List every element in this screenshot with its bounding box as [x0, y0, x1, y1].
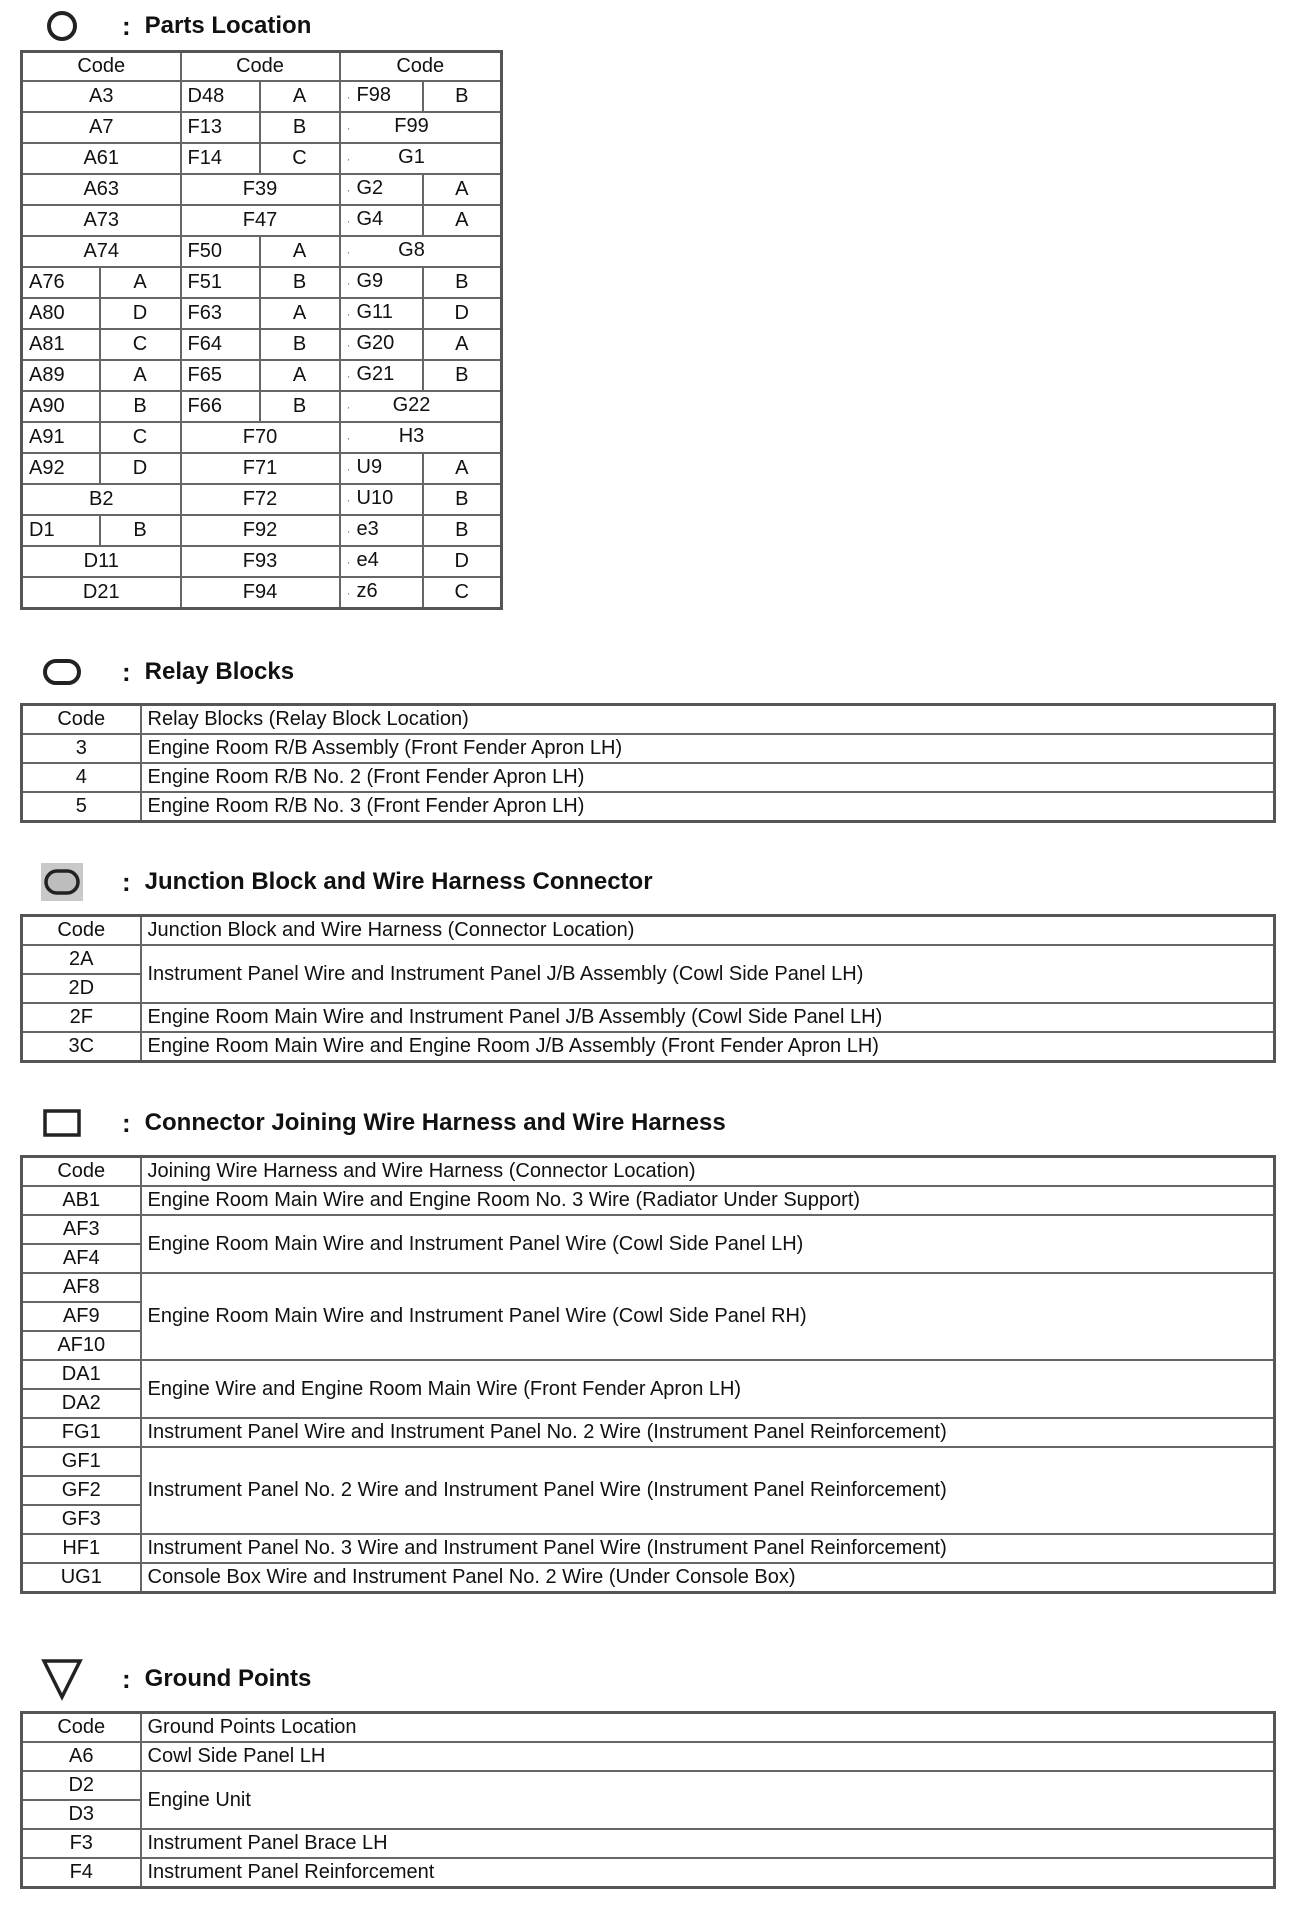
location-description: Engine Room R/B Assembly (Front Fender Apron LH): [141, 734, 1275, 763]
leader-dot: ·: [346, 307, 351, 322]
part-code-cell: [340, 329, 423, 360]
code-cell: DA2: [22, 1389, 141, 1418]
part-variant-cell: A: [260, 360, 340, 391]
part-code-cell: [22, 391, 100, 422]
location-description: Engine Room R/B No. 2 (Front Fender Apron LH): [141, 763, 1275, 792]
part-code-cell: [340, 298, 423, 329]
part-variant-cell: B: [423, 267, 502, 298]
part-code: G8: [398, 239, 425, 262]
leader-dot: ·: [346, 276, 351, 291]
part-variant-cell: D: [100, 453, 181, 484]
header-row: [22, 1157, 1275, 1187]
table-row: [22, 1273, 1275, 1302]
ground-points-heading: [40, 1661, 311, 1697]
part-code: U10: [356, 487, 394, 510]
code-cell: F4: [22, 1858, 141, 1888]
part-code-cell: [340, 360, 423, 391]
part-code: U9: [356, 456, 383, 479]
code-cell: 3: [22, 734, 141, 763]
part-variant-cell: B: [260, 329, 340, 360]
ground-points-table: [20, 1711, 1276, 1889]
part-code: F71: [242, 457, 278, 480]
table-row: [22, 577, 502, 609]
table-row: [22, 453, 502, 484]
part-code: A80: [29, 302, 65, 325]
section-title: Junction Block and Wire Harness Connector: [144, 868, 653, 895]
code-column-header: Code: [22, 1713, 141, 1743]
table-row: [22, 1360, 1275, 1389]
part-code: H3: [398, 425, 425, 448]
section-title: Relay Blocks: [144, 658, 295, 685]
code-cell: DA1: [22, 1360, 141, 1389]
circle-icon: [40, 8, 84, 44]
location-description: Engine Room Main Wire and Instrument Panel J/B Assembly (Cowl Side Panel LH): [141, 1003, 1275, 1032]
table-row: [22, 1771, 1275, 1800]
leader-dot: ·: [346, 462, 351, 477]
leader-dot: ·: [346, 338, 351, 353]
part-code-cell: [22, 329, 100, 360]
connector-table: [20, 1155, 1276, 1594]
location-description: Engine Room Main Wire and Engine Room No. 3 Wire (Radiator Under Support): [141, 1186, 1275, 1215]
part-variant-cell: C: [100, 329, 181, 360]
location-description: Engine Wire and Engine Room Main Wire (Front Fender Apron LH): [141, 1360, 1275, 1418]
code-column-header: Code: [22, 705, 141, 735]
part-code-cell: [22, 236, 181, 267]
header-row: [22, 1713, 1275, 1743]
part-code: F39: [242, 178, 278, 201]
table-row: [22, 1186, 1275, 1215]
table-row: [22, 360, 502, 391]
code-cell: GF3: [22, 1505, 141, 1534]
part-code-cell: [181, 391, 260, 422]
leader-dot: ·: [346, 586, 351, 601]
leader-dot: ·: [346, 90, 351, 105]
part-code-cell: [340, 577, 423, 609]
part-code-cell: [181, 546, 340, 577]
part-variant-cell: A: [100, 360, 181, 391]
location-description: Engine Unit: [141, 1771, 1275, 1829]
location-description: Cowl Side Panel LH: [141, 1742, 1275, 1771]
part-code-cell: [340, 484, 423, 515]
part-variant-cell: A: [260, 81, 340, 112]
part-code: A7: [89, 116, 114, 139]
part-code: F14: [187, 147, 222, 170]
part-code-cell: [340, 112, 502, 143]
code-column-header: Code: [22, 916, 141, 946]
part-code: F50: [187, 240, 222, 263]
part-code: F99: [394, 115, 429, 138]
part-code-cell: [340, 205, 423, 236]
part-code: F92: [242, 519, 278, 542]
code-column-header: Code: [22, 1157, 141, 1187]
column-header: Code: [340, 52, 502, 82]
leader-dot: ·: [346, 245, 351, 260]
part-code-cell: [181, 298, 260, 329]
part-code-cell: [181, 205, 340, 236]
code-cell: AF3: [22, 1215, 141, 1244]
code-cell: 5: [22, 792, 141, 822]
part-code: B2: [89, 488, 114, 511]
table-row: [22, 1563, 1275, 1593]
part-variant-cell: C: [260, 143, 340, 174]
location-description: Instrument Panel Brace LH: [141, 1829, 1275, 1858]
part-variant-cell: B: [100, 391, 181, 422]
part-code: e4: [356, 549, 379, 572]
table-row: [22, 484, 502, 515]
leader-dot: ·: [346, 121, 351, 136]
code-cell: AF9: [22, 1302, 141, 1331]
location-description: Engine Room Main Wire and Instrument Panel Wire (Cowl Side Panel RH): [141, 1273, 1275, 1360]
part-variant-cell: A: [100, 267, 181, 298]
table-row: [22, 205, 502, 236]
part-code: F66: [187, 395, 222, 418]
junction-block-heading: [40, 864, 653, 900]
location-description: Instrument Panel No. 2 Wire and Instrument Panel Wire (Instrument Panel Reinforcement): [141, 1447, 1275, 1534]
part-code-cell: [181, 329, 260, 360]
column-header: Code: [181, 52, 340, 82]
leader-dot: ·: [346, 524, 351, 539]
table-row: [22, 546, 502, 577]
leader-dot: ·: [346, 152, 351, 167]
colon: :: [122, 1107, 131, 1138]
part-variant-cell: A: [423, 174, 502, 205]
table-row: [22, 734, 1275, 763]
location-description: Instrument Panel Wire and Instrument Panel J/B Assembly (Cowl Side Panel LH): [141, 945, 1275, 1003]
location-description: Console Box Wire and Instrument Panel No. 2 Wire (Under Console Box): [141, 1563, 1275, 1593]
part-code-cell: [22, 515, 100, 546]
part-code: A92: [29, 457, 65, 480]
part-code: F93: [242, 550, 278, 573]
code-cell: AF10: [22, 1331, 141, 1360]
part-code: F98: [356, 84, 391, 107]
part-code: F47: [242, 209, 278, 232]
part-variant-cell: B: [423, 360, 502, 391]
code-cell: FG1: [22, 1418, 141, 1447]
table-row: [22, 1215, 1275, 1244]
table-row: [22, 422, 502, 453]
description-column-header: Junction Block and Wire Harness (Connector Location): [141, 916, 1275, 946]
code-cell: 2A: [22, 945, 141, 974]
relay-blocks-heading: [40, 654, 294, 690]
relay-blocks-table: [20, 703, 1276, 823]
part-code-cell: [181, 267, 260, 298]
table-row: [22, 1858, 1275, 1888]
leader-dot: ·: [346, 214, 351, 229]
table-row: [22, 298, 502, 329]
part-code: F72: [242, 488, 278, 511]
part-variant-cell: D: [423, 298, 502, 329]
table-row: [22, 1003, 1275, 1032]
code-cell: AB1: [22, 1186, 141, 1215]
table-row: [22, 267, 502, 298]
part-code: A81: [29, 333, 65, 356]
part-code: e3: [356, 518, 379, 541]
table-row: [22, 1829, 1275, 1858]
part-code-cell: [22, 422, 100, 453]
table-row: [22, 1534, 1275, 1563]
description-column-header: Ground Points Location: [141, 1713, 1275, 1743]
colon: :: [122, 10, 131, 41]
table-row: [22, 174, 502, 205]
part-code-cell: [22, 484, 181, 515]
part-code: D21: [82, 581, 120, 604]
table-row: [22, 1032, 1275, 1062]
part-code-cell: [181, 143, 260, 174]
column-header: Code: [22, 52, 181, 82]
code-cell: AF8: [22, 1273, 141, 1302]
code-cell: A6: [22, 1742, 141, 1771]
leader-dot: ·: [346, 369, 351, 384]
part-code-cell: [181, 422, 340, 453]
part-code-cell: [22, 174, 181, 205]
part-code-cell: [181, 112, 260, 143]
part-code: G1: [398, 146, 425, 169]
junction-block-table: [20, 914, 1276, 1063]
part-code-cell: [22, 267, 100, 298]
code-cell: 3C: [22, 1032, 141, 1062]
part-code-cell: [340, 391, 502, 422]
part-variant-cell: B: [260, 391, 340, 422]
part-code-cell: [181, 360, 260, 391]
leader-dot: ·: [346, 431, 351, 446]
part-code: A73: [83, 209, 120, 232]
parts-location-table: [20, 50, 503, 610]
part-code: D1: [29, 519, 55, 542]
part-code: D48: [187, 85, 225, 108]
code-cell: AF4: [22, 1244, 141, 1273]
header-row: [22, 916, 1275, 946]
part-code: D11: [83, 550, 119, 573]
part-variant-cell: A: [260, 298, 340, 329]
part-code: G2: [356, 177, 384, 200]
part-variant-cell: A: [423, 453, 502, 484]
part-code-cell: [22, 143, 181, 174]
part-code-cell: [22, 81, 181, 112]
part-code-cell: [22, 577, 181, 609]
part-code-cell: [340, 515, 423, 546]
code-cell: GF2: [22, 1476, 141, 1505]
code-cell: HF1: [22, 1534, 141, 1563]
part-code-cell: [181, 236, 260, 267]
part-code: A90: [29, 395, 65, 418]
part-code-cell: [22, 360, 100, 391]
part-code-cell: [181, 453, 340, 484]
part-variant-cell: B: [260, 112, 340, 143]
part-code-cell: [22, 205, 181, 236]
description-column-header: Joining Wire Harness and Wire Harness (Connector Location): [141, 1157, 1275, 1187]
code-cell: GF1: [22, 1447, 141, 1476]
part-code: A76: [29, 271, 65, 294]
table-row: [22, 515, 502, 546]
part-variant-cell: A: [423, 329, 502, 360]
code-cell: D3: [22, 1800, 141, 1829]
leader-dot: ·: [346, 555, 351, 570]
code-cell: D2: [22, 1771, 141, 1800]
part-code-cell: [22, 546, 181, 577]
part-code-cell: [181, 174, 340, 205]
part-code: F94: [242, 581, 278, 604]
part-code-cell: [340, 143, 502, 174]
section-title: Ground Points: [144, 1665, 312, 1692]
code-cell: 2D: [22, 974, 141, 1003]
part-variant-cell: A: [423, 205, 502, 236]
part-variant-cell: B: [423, 484, 502, 515]
part-code-cell: [340, 267, 423, 298]
part-code: F65: [187, 364, 222, 387]
part-code-cell: [22, 112, 181, 143]
table-row: [22, 143, 502, 174]
part-code-cell: [340, 236, 502, 267]
part-code: z6: [356, 580, 378, 603]
part-code: G21: [356, 363, 395, 386]
leader-dot: ·: [346, 183, 351, 198]
part-variant-cell: C: [100, 422, 181, 453]
part-variant-cell: D: [100, 298, 181, 329]
colon: :: [122, 866, 131, 897]
leader-dot: ·: [346, 400, 351, 415]
part-code-cell: [340, 546, 423, 577]
part-code: F13: [187, 116, 222, 139]
part-code: F63: [187, 302, 222, 325]
table-row: [22, 391, 502, 422]
part-code: G20: [356, 332, 395, 355]
shaded-rounded-rectangle-icon: [40, 864, 84, 900]
triangle-down-icon: [40, 1661, 84, 1697]
description-column-header: Relay Blocks (Relay Block Location): [141, 705, 1275, 735]
part-code: G22: [392, 394, 431, 417]
colon: :: [122, 656, 131, 687]
part-code-cell: [340, 453, 423, 484]
part-code-cell: [181, 515, 340, 546]
table-row: [22, 81, 502, 112]
part-code: F64: [187, 333, 222, 356]
location-description: Instrument Panel Wire and Instrument Panel No. 2 Wire (Instrument Panel Reinforcement): [141, 1418, 1275, 1447]
table-row: [22, 112, 502, 143]
part-code: G9: [356, 270, 384, 293]
part-code-cell: [22, 298, 100, 329]
part-variant-cell: B: [100, 515, 181, 546]
table-row: [22, 763, 1275, 792]
part-code: A3: [89, 85, 114, 108]
table-row: [22, 236, 502, 267]
code-cell: 4: [22, 763, 141, 792]
colon: :: [122, 1663, 131, 1694]
rectangle-icon: [40, 1105, 84, 1141]
part-code: A89: [29, 364, 65, 387]
part-code: A61: [83, 147, 120, 170]
part-code: A91: [29, 426, 65, 449]
section-title: Parts Location: [144, 12, 312, 39]
part-variant-cell: B: [423, 81, 502, 112]
table-row: [22, 1418, 1275, 1447]
part-code: G4: [356, 208, 384, 231]
location-description: Engine Room R/B No. 3 (Front Fender Apron LH): [141, 792, 1275, 822]
connector-heading: [40, 1105, 726, 1141]
location-description: Engine Room Main Wire and Engine Room J/B Assembly (Front Fender Apron LH): [141, 1032, 1275, 1062]
part-variant-cell: A: [260, 236, 340, 267]
part-code-cell: [340, 422, 502, 453]
table-row: [22, 1742, 1275, 1771]
table-row: [22, 945, 1275, 974]
table-row: [22, 1447, 1275, 1476]
part-code: F51: [187, 271, 222, 294]
part-code: G11: [356, 301, 393, 324]
table-row: [22, 792, 1275, 822]
part-code: A74: [83, 240, 120, 263]
part-variant-cell: B: [260, 267, 340, 298]
part-code-cell: [181, 484, 340, 515]
table-row: [22, 329, 502, 360]
code-cell: 2F: [22, 1003, 141, 1032]
parts-location-heading: [40, 8, 311, 44]
part-variant-cell: D: [423, 546, 502, 577]
section-title: Connector Joining Wire Harness and Wire Harness: [144, 1109, 726, 1136]
part-code: A63: [83, 178, 120, 201]
location-description: Instrument Panel No. 3 Wire and Instrument Panel Wire (Instrument Panel Reinforcement): [141, 1534, 1275, 1563]
code-cell: UG1: [22, 1563, 141, 1593]
leader-dot: ·: [346, 493, 351, 508]
part-code-cell: [340, 81, 423, 112]
location-description: Engine Room Main Wire and Instrument Panel Wire (Cowl Side Panel LH): [141, 1215, 1275, 1273]
code-cell: F3: [22, 1829, 141, 1858]
part-variant-cell: B: [423, 515, 502, 546]
part-variant-cell: C: [423, 577, 502, 609]
location-description: Instrument Panel Reinforcement: [141, 1858, 1275, 1888]
part-code-cell: [340, 174, 423, 205]
part-code-cell: [181, 81, 260, 112]
part-code-cell: [181, 577, 340, 609]
part-code-cell: [22, 453, 100, 484]
header-row: [22, 52, 502, 82]
header-row: [22, 705, 1275, 735]
rounded-rectangle-icon: [40, 654, 84, 690]
part-code: F70: [242, 426, 278, 449]
